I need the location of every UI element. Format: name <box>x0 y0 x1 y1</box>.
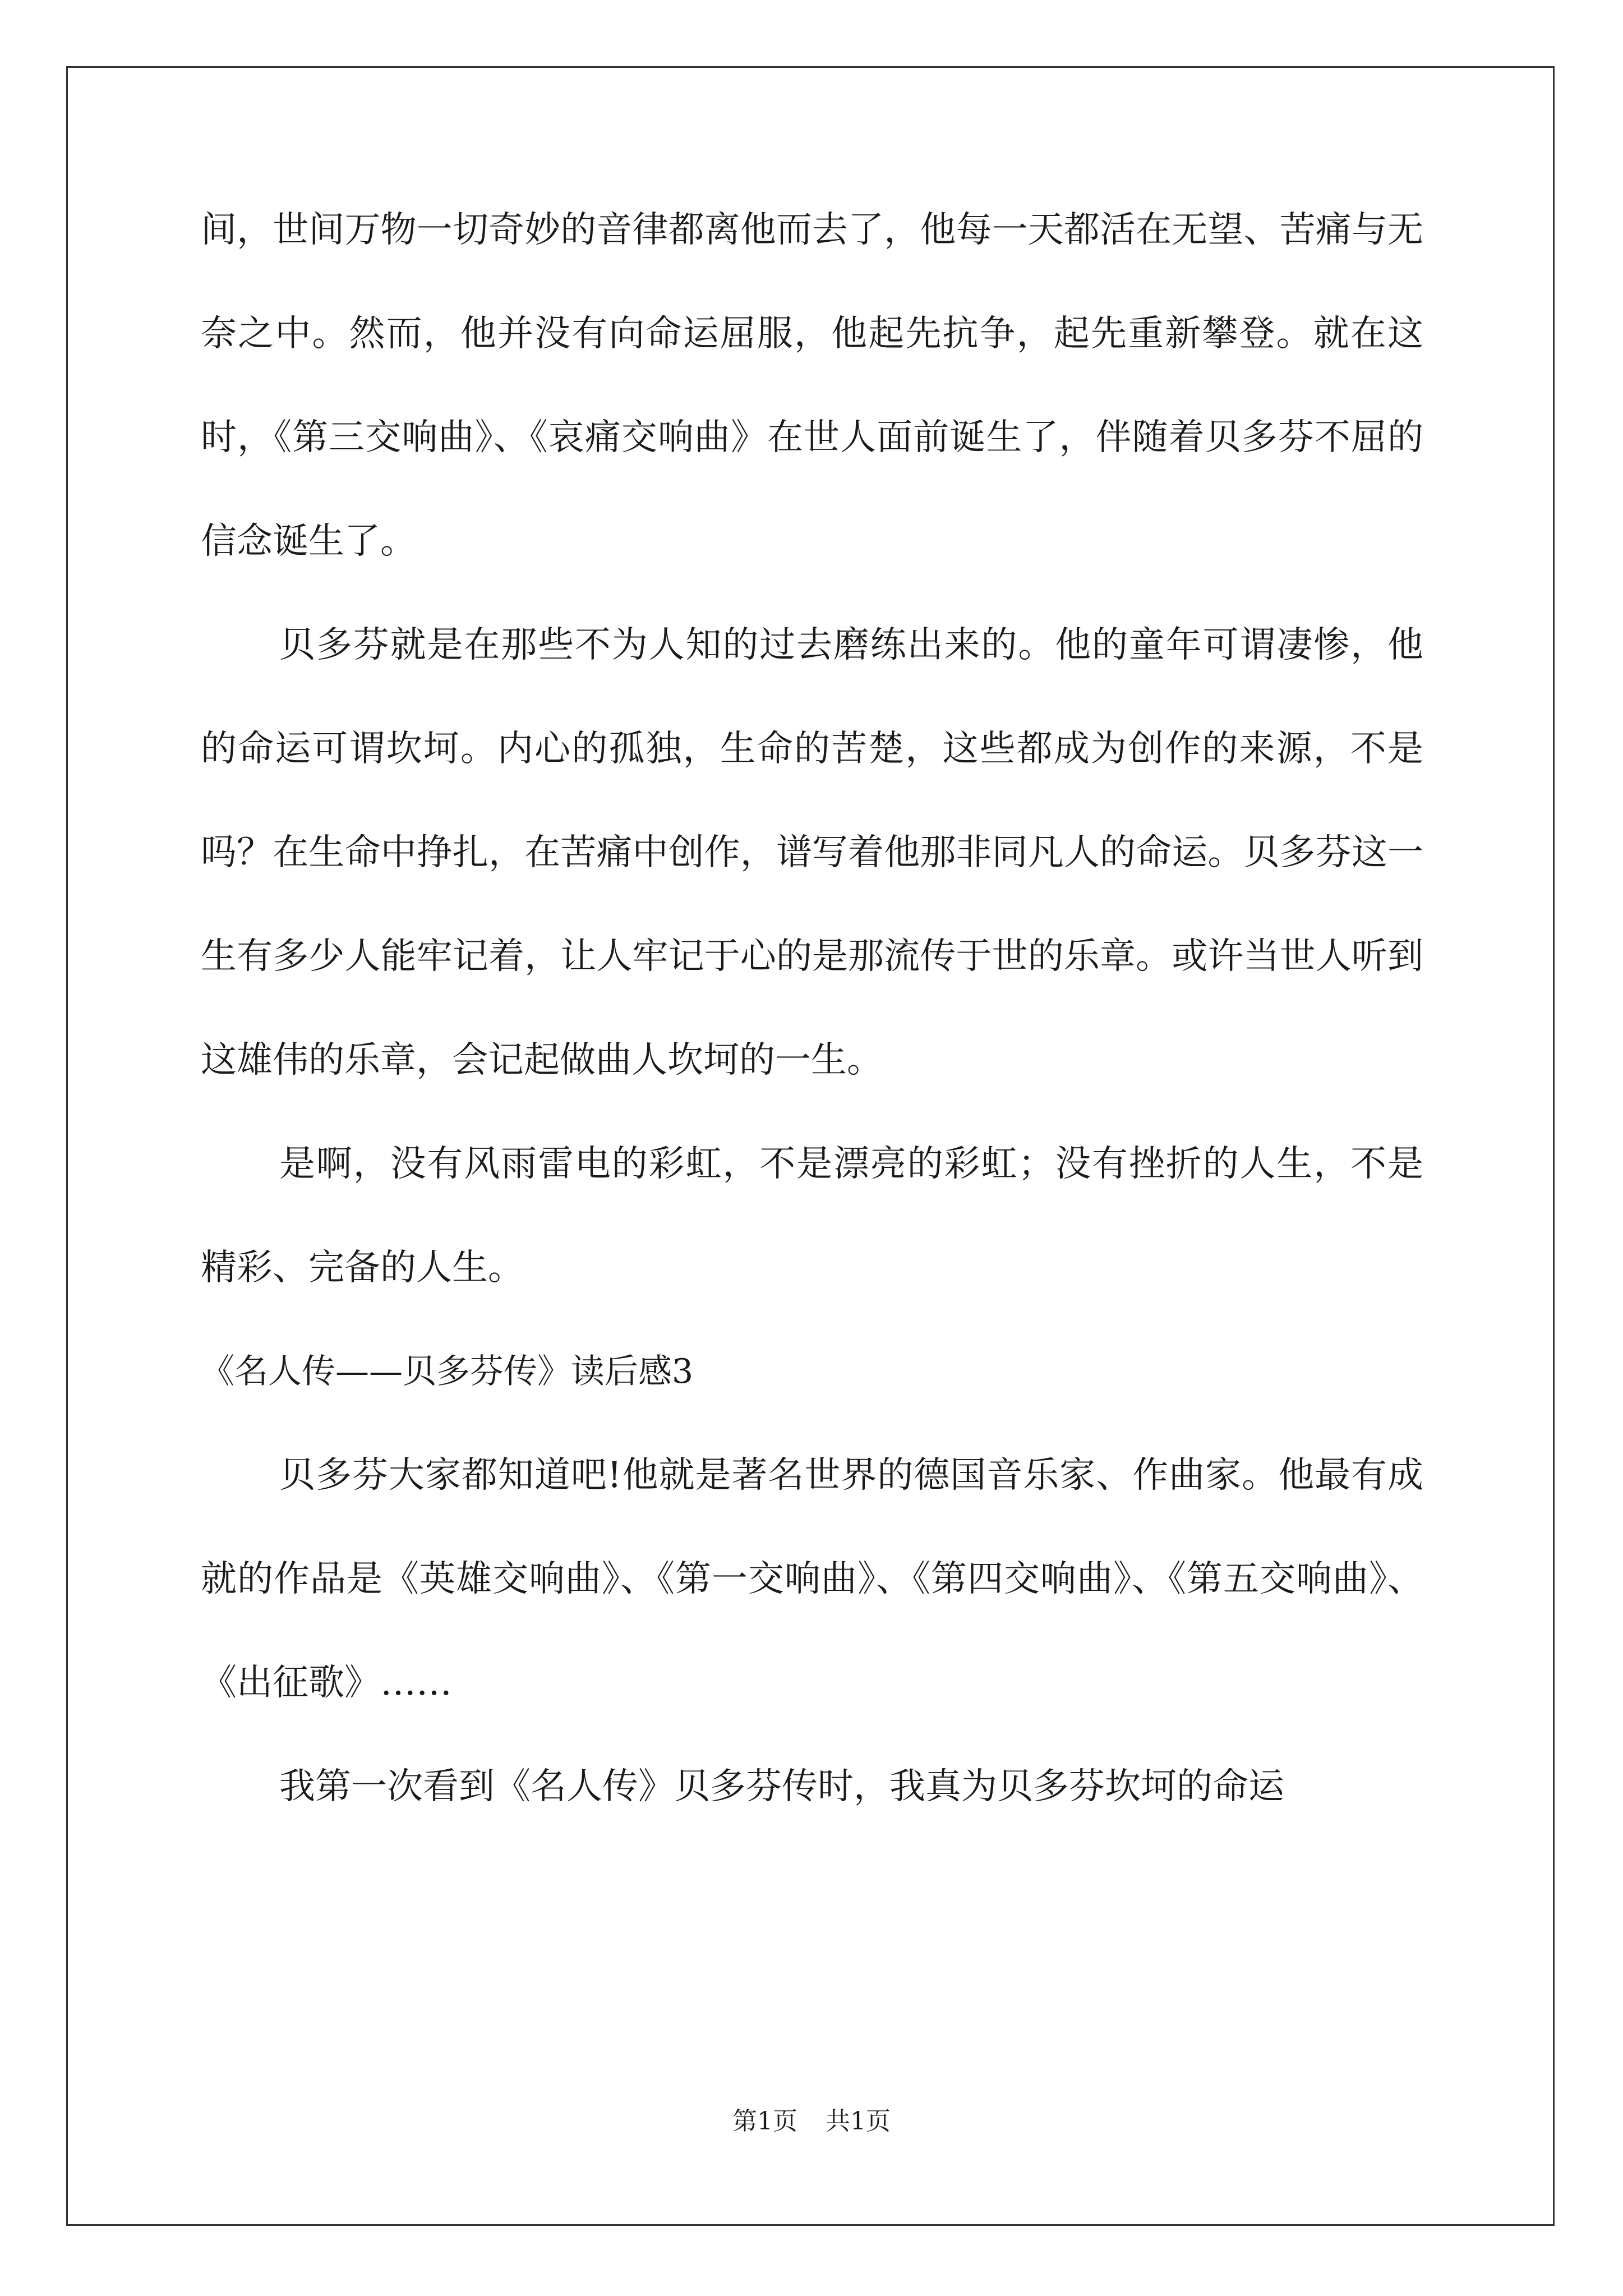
page-footer <box>0 2105 1623 2138</box>
page-number: 第1页 <box>732 2107 797 2136</box>
paragraph-1: 间，世间万物一切奇妙的音律都离他而去了，他每一天都活在无望、苦痛与无奈之中。然而，他并没有向命运屈服，他起先抗争，起先重新攀登。就在这时，《第三交响曲》、《哀痛交响曲》在世人面前诞生了，伴随着贝多芬不屈的信念诞生了。 <box>201 209 1423 562</box>
document-body <box>201 178 1423 1839</box>
paragraph-2: 贝多芬就是在那些不为人知的过去磨练出来的。他的童年可谓凄惨，他的命运可谓坎坷。内心的孤独，生命的苦楚，这些都成为创作的来源，不是吗？在生命中挣扎，在苦痛中创作，谱写着他那非同凡人的命运。贝多芬这一生有多少人能牢记着，让人牢记于心的是那流传于世的乐章。或许当世人听到这雄伟的乐章，会记起做曲人坎坷的一生。 <box>201 624 1423 1081</box>
page-total: 共1页 <box>826 2107 891 2136</box>
paragraph-5: 我第一次看到《名人传》贝多芬传时，我真为贝多芬坎坷的命运 <box>279 1766 1284 1807</box>
paragraph-3: 是啊，没有风雨雷电的彩虹，不是漂亮的彩虹；没有挫折的人生，不是精彩、完备的人生。 <box>201 1143 1423 1289</box>
section-heading: 《名人传——贝多芬传》读后感3 <box>201 1352 694 1391</box>
paragraph-4: 贝多芬大家都知道吧!他就是著名世界的德国音乐家、作曲家。他最有成就的作品是《英雄交响曲》、《第一交响曲》、《第四交响曲》、《第五交响曲》、《出征歌》…… <box>201 1455 1423 1704</box>
